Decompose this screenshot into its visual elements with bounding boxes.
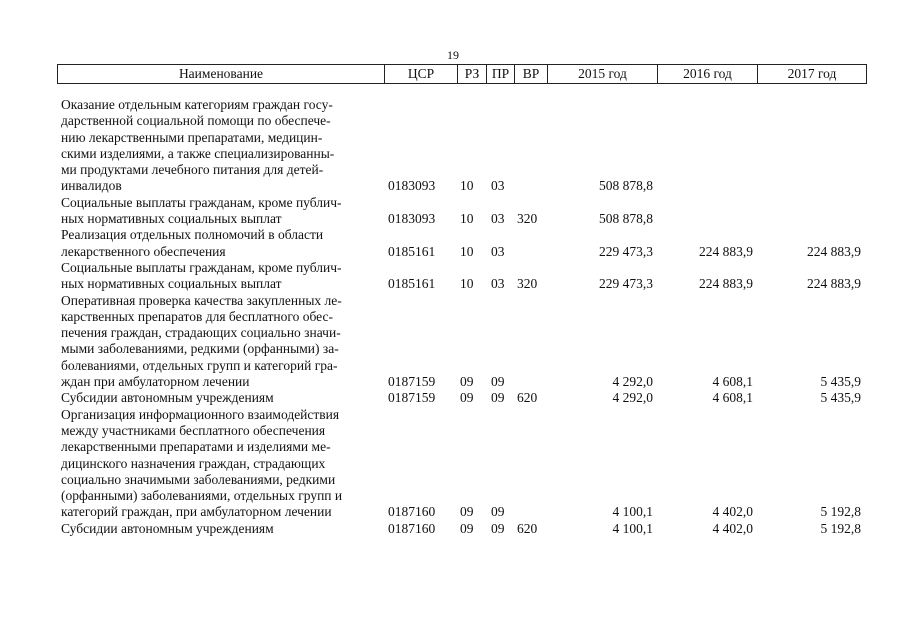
row-pr: 03 (491, 178, 505, 194)
row-2015: 4 292,0 (612, 390, 653, 406)
row-2015: 229 473,3 (599, 243, 653, 259)
table-row (57, 227, 865, 260)
row-2017: 5 435,9 (820, 390, 861, 406)
row-rz: 10 (460, 178, 474, 194)
row-pr: 09 (491, 504, 505, 520)
row-rz: 09 (460, 390, 474, 406)
row-csr: 0187159 (388, 390, 436, 406)
row-2016: 224 883,9 (699, 276, 753, 292)
row-name: Социальные выплаты гражданам, кроме публич- ных нормативных социальных выплат (61, 194, 342, 227)
row-2017: 224 883,9 (807, 243, 861, 259)
row-pr: 09 (491, 374, 505, 390)
header-2016: 2016 год (657, 65, 757, 83)
row-2016: 4 608,1 (712, 390, 753, 406)
header-vr: ВР (514, 65, 547, 83)
row-2016: 4 608,1 (712, 374, 753, 390)
table-row (57, 195, 865, 228)
row-vr: 320 (517, 276, 538, 292)
row-name: Субсидии автономным учреждениям (61, 520, 274, 536)
row-rz: 09 (460, 504, 474, 520)
table-row (57, 293, 865, 391)
row-rz: 10 (460, 243, 474, 259)
page-number: 19 (447, 48, 459, 62)
row-vr: 620 (517, 390, 538, 406)
row-csr: 0183093 (388, 178, 436, 194)
table-row (57, 97, 865, 195)
row-2015: 508 878,8 (599, 178, 653, 194)
row-2017: 224 883,9 (807, 276, 861, 292)
row-name: Оказание отдельным категориям граждан госу- дарственной социальной помощи по обеспече- нию лекарственными препаратами, медицин- скими изделиями, а также специализированны- ми продуктами лечебного питания для детей- инвалидов (61, 97, 335, 194)
row-name: Организация информационного взаимодействия между участниками бесплатного обеспечения лекарственными препаратами и изделиями ме- дицинского назначения граждан, страдающих социально значимыми заболеваниями, редкими (орфанными) заболеваниями, отдельных групп и категорий граждан, при амбулаторном лечении (61, 406, 343, 520)
row-pr: 03 (491, 243, 505, 259)
row-vr: 320 (517, 211, 538, 227)
table-row (57, 390, 865, 406)
row-name: Субсидии автономным учреждениям (61, 390, 274, 406)
row-pr: 09 (491, 520, 505, 536)
row-rz: 10 (460, 276, 474, 292)
row-2016: 4 402,0 (712, 504, 753, 520)
row-csr: 0185161 (388, 243, 436, 259)
row-name: Социальные выплаты гражданам, кроме публич- ных нормативных социальных выплат (61, 259, 342, 292)
header-csr: ЦСР (384, 65, 457, 83)
header-rz: РЗ (457, 65, 486, 83)
budget-table (57, 97, 865, 537)
row-2015: 4 100,1 (612, 504, 653, 520)
row-csr: 0187160 (388, 520, 436, 536)
row-csr: 0183093 (388, 211, 436, 227)
row-2015: 4 100,1 (612, 520, 653, 536)
row-pr: 09 (491, 390, 505, 406)
row-pr: 03 (491, 211, 505, 227)
table-row (57, 407, 865, 521)
row-vr: 620 (517, 520, 538, 536)
row-csr: 0185161 (388, 276, 436, 292)
row-name: Оперативная проверка качества закупленных ле- карственных препаратов для бесплатного обес- печения граждан, страдающих социально значи- мыми заболеваниями, редкими (орфанными) за- болеваниями, отдельных групп и категорий гра- ждан при амбулаторном лечении (61, 292, 342, 390)
row-2015: 229 473,3 (599, 276, 653, 292)
row-pr: 03 (491, 276, 505, 292)
row-2017: 5 192,8 (820, 520, 861, 536)
row-csr: 0187159 (388, 374, 436, 390)
header-2015: 2015 год (547, 65, 657, 83)
row-csr: 0187160 (388, 504, 436, 520)
header-2017: 2017 год (757, 65, 866, 83)
row-2015: 4 292,0 (612, 374, 653, 390)
row-rz: 09 (460, 374, 474, 390)
header-pr: ПР (486, 65, 514, 83)
table-header (57, 64, 867, 84)
row-rz: 09 (460, 520, 474, 536)
row-2017: 5 192,8 (820, 504, 861, 520)
row-2017: 5 435,9 (820, 374, 861, 390)
header-name: Наименование (178, 66, 264, 81)
row-2016: 4 402,0 (712, 520, 753, 536)
row-2015: 508 878,8 (599, 211, 653, 227)
row-rz: 10 (460, 211, 474, 227)
table-row (57, 260, 865, 293)
table-row (57, 521, 865, 537)
row-name: Реализация отдельных полномочий в области лекарственного обеспечения (61, 227, 324, 259)
row-2016: 224 883,9 (699, 243, 753, 259)
